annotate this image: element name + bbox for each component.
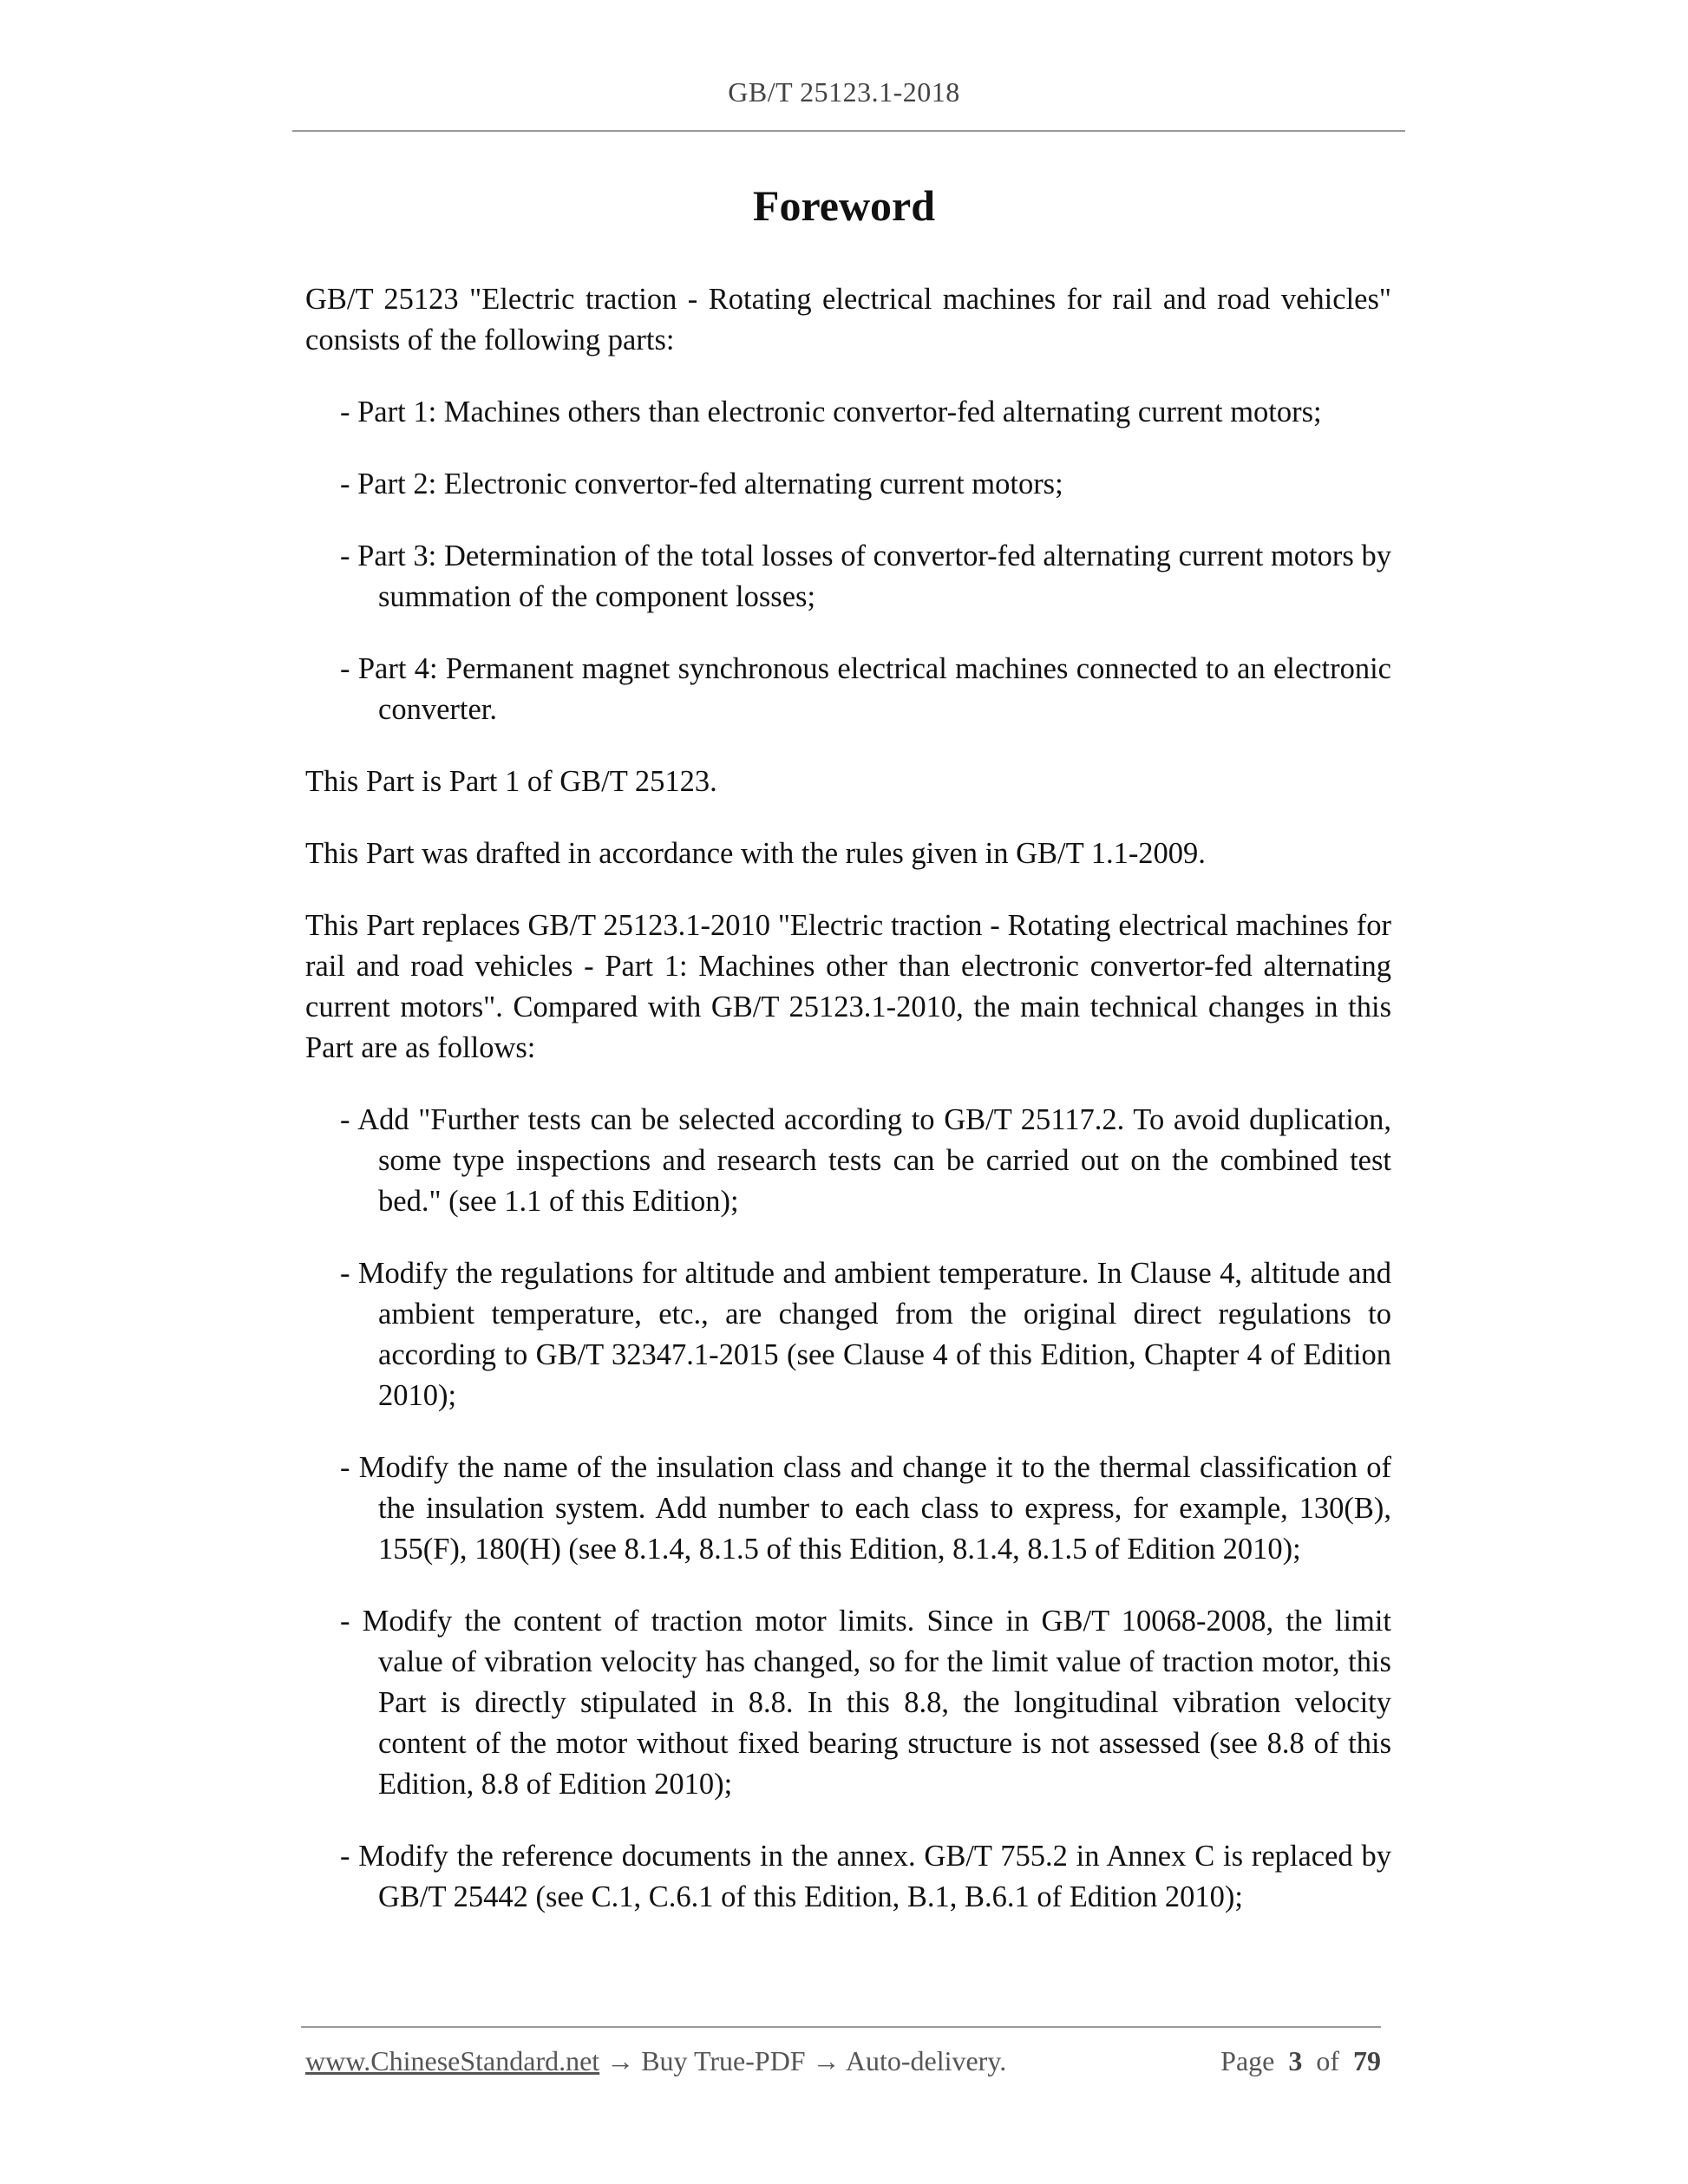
delivery-text: Auto-delivery. xyxy=(845,2045,1007,2076)
drafting-statement: This Part was drafted in accordance with the rules given in GB/T 1.1-2009. xyxy=(305,837,1206,870)
document-header: GB/T 25123.1-2018 xyxy=(728,76,960,108)
part-statement: This Part is Part 1 of GB/T 25123. xyxy=(305,765,717,798)
change-list-item: - Modify the name of the insulation class and change it to the thermal classification of the insulation system. Add number to each class to express, for example, 130(B), 155(F), 180(H) (see 8.1.4, 8.1.5 of this Edition, 8.1.4, 8.1.5 of Edition 2010); xyxy=(340,1451,1391,1566)
header-divider xyxy=(292,130,1405,132)
arrow-right-icon: → xyxy=(812,2045,841,2076)
page-footer xyxy=(305,2045,1381,2089)
page-title: Foreword xyxy=(752,181,936,230)
change-list-item: - Modify the reference documents in the annex. GB/T 755.2 in Annex C is replaced by GB/T 25442 (see C.1, C.6.1 of this Edition, B.1, B.6.1 of Edition 2010); xyxy=(340,1840,1391,1913)
page-of-label: of xyxy=(1316,2045,1339,2076)
change-list-item: - Add "Further tests can be selected according to GB/T 25117.2. To avoid duplication, some type inspections and research tests can be carried out on the combined test bed." (see 1.1 of this Edition); xyxy=(340,1103,1391,1218)
document-body xyxy=(305,279,1391,1949)
site-link[interactable]: www.ChineseStandard.net xyxy=(305,2045,600,2076)
arrow-right-icon: → xyxy=(606,2045,635,2076)
part-list-item: - Part 4: Permanent magnet synchronous electrical machines connected to an electronic converter. xyxy=(340,652,1391,726)
part-list-item: - Part 2: Electronic convertor-fed alternating current motors; xyxy=(340,468,1063,500)
replacement-statement: This Part replaces GB/T 25123.1-2010 "Electric traction - Rotating electrical machines for rail and road vehicles - Part 1: Machines other than electronic convertor-fed alternating current motors". Compared with GB/T 25123.1-2010, the main technical changes in this Part are as follows: xyxy=(305,909,1391,1064)
footer-divider xyxy=(301,2026,1381,2028)
buy-text: Buy True-PDF xyxy=(641,2045,806,2076)
change-list-item: - Modify the regulations for altitude and ambient temperature. In Clause 4, altitude and ambient temperature, etc., are changed from the original direct regulations to according to GB/T 32347.1-2015 (see Clause 4 of this Edition, Chapter 4 of Edition 2010); xyxy=(340,1257,1391,1412)
page-label: Page xyxy=(1220,2045,1275,2076)
page-number xyxy=(1220,2045,1381,2077)
part-list-item: - Part 1: Machines others than electronic convertor-fed alternating current motors; xyxy=(340,396,1322,428)
footer-purchase-info xyxy=(305,2045,1006,2077)
page-total: 79 xyxy=(1353,2045,1381,2076)
intro-paragraph: GB/T 25123 "Electric traction - Rotating electrical machines for rail and road vehicles" consists of the following parts: xyxy=(305,283,1391,356)
part-list-item: - Part 3: Determination of the total losses of convertor-fed alternating current motors by summation of the component losses; xyxy=(340,539,1391,613)
page-current: 3 xyxy=(1288,2045,1303,2076)
change-list-item: - Modify the content of traction motor limits. Since in GB/T 10068-2008, the limit value of vibration velocity has changed, so for the limit value of traction motor, this Part is directly stipulated in 8.8. In this 8.8, the longitudinal vibration velocity content of the motor without fixed bearing structure is not assessed (see 8.8 of this Edition, 8.8 of Edition 2010); xyxy=(340,1605,1391,1801)
